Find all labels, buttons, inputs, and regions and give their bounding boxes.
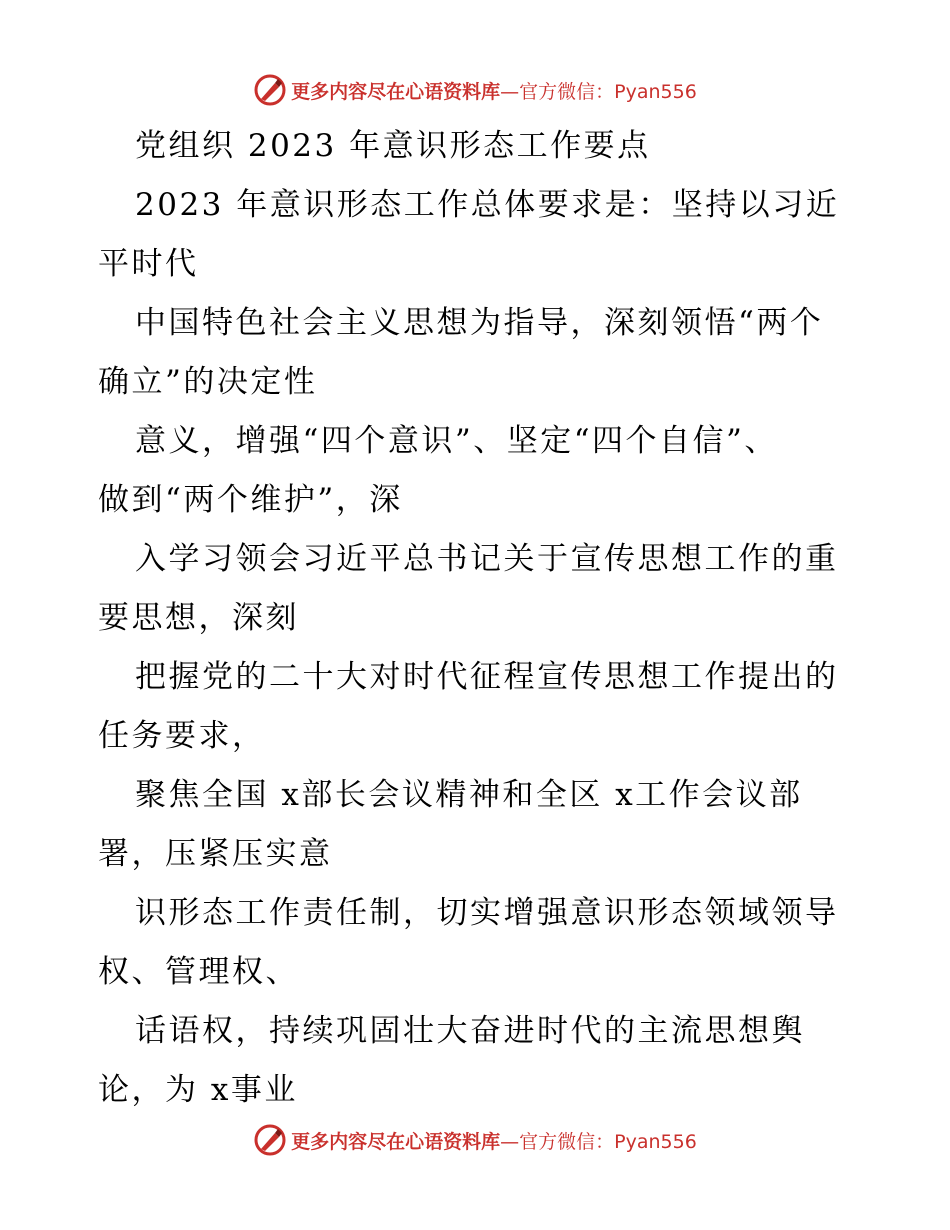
footer-contact: —官方微信：Pyan556 [500,1130,697,1153]
header-banner [0,70,950,110]
paragraph-line: 权、管理权、 [98,954,299,990]
paragraph-line: 平时代 [98,246,199,282]
footer-slogan: 更多内容尽在心语资料库 [291,1130,501,1153]
paragraph-line: 中国特色社会主义思想为指导，深刻领悟“两个 [135,305,824,341]
paragraph-line: 把握党的二十大对时代征程宣传思想工作提出的 [135,659,839,695]
paragraph-line: 入学习领会习近平总书记关于宣传思想工作的重 [135,541,839,577]
paragraph-line: 署，压紧压实意 [98,836,333,872]
paragraph-line: 做到“两个维护”，深 [98,482,403,518]
document-body [98,117,858,1120]
paragraph-line: 聚焦全国 x部长会议精神和全区 x工作会议部 [135,777,803,813]
header-slogan: 更多内容尽在心语资料库 [291,80,501,103]
paragraph-line: 话语权，持续巩固壮大奋进时代的主流思想舆 [135,1013,805,1049]
paragraph-line: 确立”的决定性 [98,364,318,400]
paragraph-line: 意义，增强“四个意识”、坚定“四个自信”、 [135,423,778,459]
paragraph-line: 任务要求， [98,718,266,754]
paragraph-line: 要思想，深刻 [98,600,299,636]
paragraph-line: 识形态工作责任制，切实增强意识形态领域领导 [135,895,839,931]
pen-logo-icon [253,73,287,107]
pen-logo-icon [253,1123,287,1157]
paragraph-line: 论，为 x事业 [98,1072,298,1108]
document-title: 党组织 2023 年意识形态工作要点 [135,128,651,164]
paragraph-line: 2023 年意识形态工作总体要求是：坚持以习近 [135,187,840,223]
header-contact: —官方微信：Pyan556 [500,80,697,103]
footer-banner [0,1120,950,1160]
